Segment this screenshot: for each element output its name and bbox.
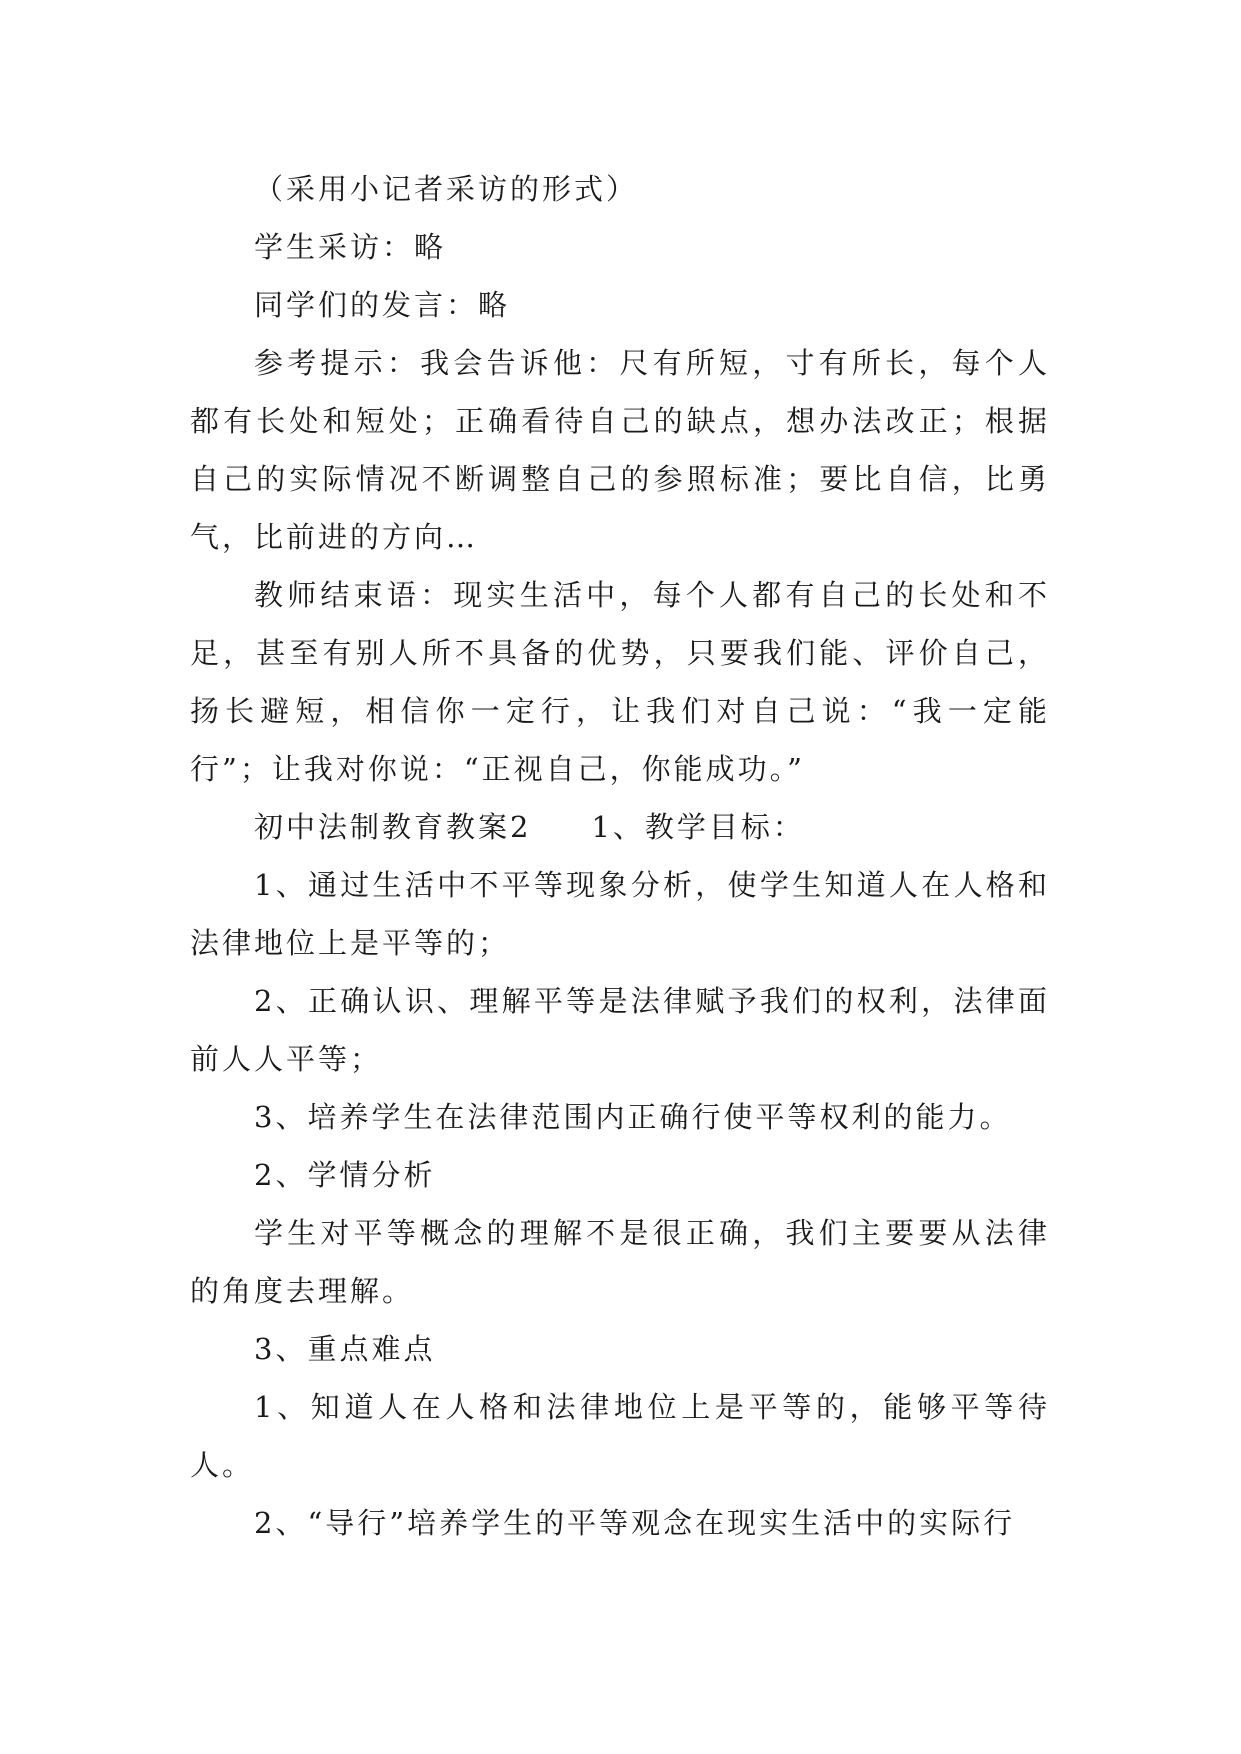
paragraph-classmates-speech: 同学们的发言：略 <box>254 288 511 322</box>
paragraph-key-point-1: 1、知道人在人格和法律地位上是平等的，能够平等待人。 <box>190 1390 1050 1482</box>
section-key-difficulties: 3、重点难点 <box>254 1332 436 1366</box>
document-body <box>190 160 1050 1552</box>
paragraph-goal-2: 2、正确认识、理解平等是法律赋予我们的权利，法律面前人人平等； <box>190 984 1050 1076</box>
paragraph-goal-1: 1、通过生活中不平等现象分析，使学生知道人在人格和法律地位上是平等的； <box>190 868 1050 960</box>
section-teaching-goals: 1、教学目标： <box>591 810 805 844</box>
paragraph-teacher-closing: 教师结束语：现实生活中，每个人都有自己的长处和不足，甚至有别人所不具备的优势，只要我们能、评价自己，扬长避短，相信你一定行，让我们对自己说：“我一定能行”；让我对你说：“正视自己，你能成功。” <box>190 578 1050 786</box>
lesson-title: 初中法制教育教案2 <box>254 810 532 844</box>
paragraph-goal-3: 3、培养学生在法律范围内正确行使平等权利的能力。 <box>254 1100 1012 1134</box>
section-student-analysis: 2、学情分析 <box>254 1158 436 1192</box>
paragraph-reference-hint: 参考提示：我会告诉他：尺有所短，寸有所长，每个人都有长处和短处；正确看待自己的缺点，想办法改正；根据自己的实际情况不断调整自己的参照标准；要比自信，比勇气，比前进的方向… <box>190 346 1050 554</box>
paragraph-student-interview: 学生采访：略 <box>254 230 447 264</box>
paragraph-lesson-title <box>190 798 1050 856</box>
paragraph-student-analysis: 学生对平等概念的理解不是很正确，我们主要要从法律的角度去理解。 <box>190 1216 1050 1308</box>
paragraph-interview-format: （采用小记者采访的形式） <box>254 172 639 206</box>
paragraph-key-point-2: 2、“导行”培养学生的平等观念在现实生活中的实际行 <box>254 1506 1016 1540</box>
